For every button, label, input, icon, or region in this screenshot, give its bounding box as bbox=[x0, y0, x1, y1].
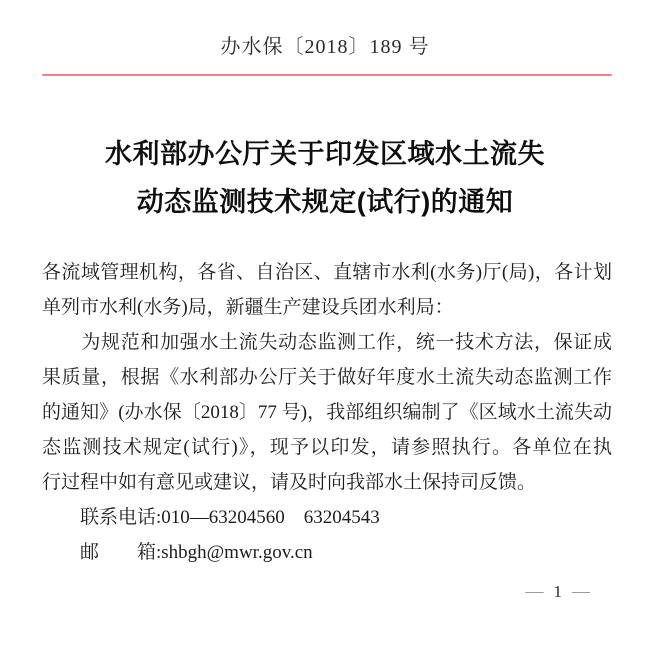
body-line-salutation-2: 单列市水利(水务)局，新疆生产建设兵团水利局： bbox=[42, 297, 454, 318]
page-number-dash-right: — bbox=[572, 581, 590, 601]
body-line: 的通知》(办水保〔2018〕77 号)，我部组织编制了《区域水土流失动 bbox=[42, 402, 612, 423]
doc-number: 办水保〔2018〕189 号 bbox=[220, 36, 430, 58]
title-line-2: 动态监测技术规定(试行)的通知 bbox=[136, 187, 514, 217]
document-title bbox=[0, 60, 650, 226]
body-line: 行过程中如有意见或建议，请及时向我部水土保持司反馈。 bbox=[42, 472, 537, 493]
document-body bbox=[0, 255, 650, 570]
page-number bbox=[526, 580, 591, 603]
body-line: 为规范和加强水土流失动态监测工作，统一技术方法，保证成 bbox=[42, 332, 612, 353]
page-number-value: 1 bbox=[553, 582, 562, 601]
body-line-salutation-1: 各流域管理机构，各省、自治区、直辖市水利(水务)厅(局)，各计划 bbox=[42, 262, 612, 283]
body-line: 态监测技术规定(试行)》，现予以印发，请参照执行。各单位在执 bbox=[42, 437, 612, 458]
page-number-dash-left: — bbox=[525, 581, 544, 601]
contact-email-line: 邮 箱:shbgh@mwr.gov.cn bbox=[80, 542, 313, 563]
title-line-1: 水利部办公厅关于印发区域水土流失 bbox=[105, 139, 545, 169]
red-divider-line bbox=[42, 74, 612, 76]
body-line: 果质量，根据《水利部办公厅关于做好年度水土流失动态监测工作 bbox=[42, 367, 612, 388]
contact-phone-line: 联系电话:010—63204560 63204543 bbox=[80, 507, 380, 528]
